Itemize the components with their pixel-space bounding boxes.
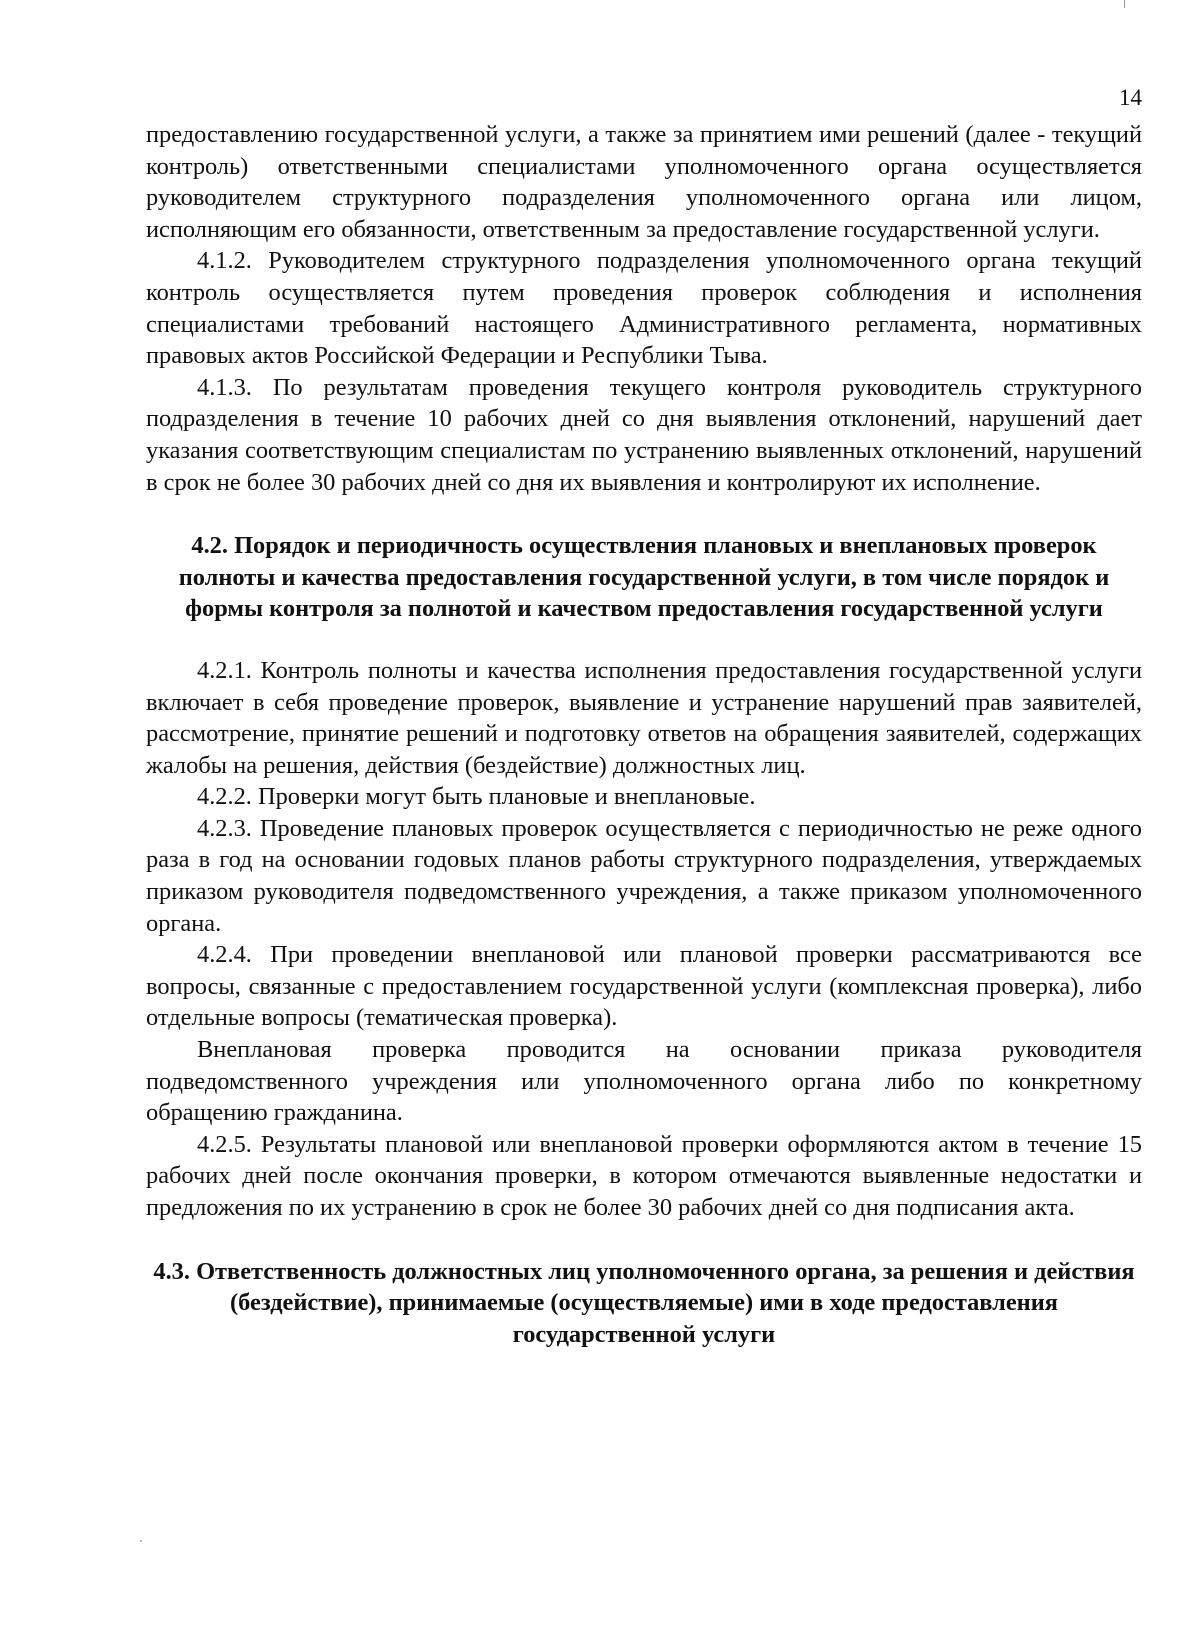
scan-speck <box>140 1540 142 1542</box>
page-number: 14 <box>1119 85 1142 110</box>
section-heading-4-2: 4.2. Порядок и периодичность осуществления плановых и внеплановых проверок полноты и качества предоставления государственной услуги, в том числе порядок и формы контроля за полнотой и качеством предоставления государственной услуги <box>178 532 1110 623</box>
paragraph-continuation: предоставлению государственной услуги, а также за принятием ими решений (далее - текущий контроль) ответственными специалистами уполномоченного органа осуществляется руководителем структурного подразделения уполномоченного органа или лицом, исполняющим его обязанности, ответственным за предоставление государственной услуги. <box>146 121 1142 243</box>
paragraph-unscheduled-check: Внеплановая проверка проводится на основании приказа руководителя подведомственного учреждения или уполномоченного органа либо по конкретному обращению гражданина. <box>146 1036 1142 1127</box>
section-heading-4-3: 4.3. Ответственность должностных лиц уполномоченного органа, за решения и действия (бездействие), принимаемые (осуществляемые) ими в ходе предоставления государственной услуги <box>153 1257 1135 1348</box>
paragraph-4-1-2: 4.1.2. Руководителем структурного подразделения уполномоченного органа текущий контроль осуществляется путем проведения проверок соблюдения и исполнения специалистами требований настоящего Административного регламента, нормативных правовых актов Российской Федерации и Республики Тыва. <box>146 247 1142 370</box>
document-body <box>146 119 1142 1350</box>
paragraph-4-2-1: 4.2.1. Контроль полноты и качества исполнения предоставления государственной услуги включает в себя проведение проверок, выявление и устранение нарушений прав заявителей, рассмотрение, принятие решений и подготовку ответов на обращения заявителей, содержащих жалобы на решения, действия (бездействие) должностных лиц. <box>146 656 1142 779</box>
paragraph-4-2-5: 4.2.5. Результаты плановой или внеплановой проверки оформляются актом в течение 15 рабочих дней после окончания проверки, в котором отмечаются выявленные недостатки и предложения по их устранению в срок не более 30 рабочих дней со дня подписания акта. <box>146 1130 1142 1221</box>
paragraph-4-2-4: 4.2.4. При проведении внеплановой или плановой проверки рассматриваются все вопросы, связанные с предоставлением государственной услуги (комплексная проверка), либо отдельные вопросы (тематическая проверка). <box>146 941 1142 1032</box>
document-page <box>146 0 1142 1640</box>
paragraph-4-2-3: 4.2.3. Проведение плановых проверок осуществляется с периодичностью не реже одного раза в год на основании годовых планов работы структурного подразделения, утверждаемых приказом руководителя подведомственного учреждения, а также приказом уполномоченного органа. <box>146 814 1142 937</box>
paragraph-4-1-3: 4.1.3. По результатам проведения текущего контроля руководитель структурного подразделения в течение 10 рабочих дней со дня выявления отклонений, нарушений дает указания соответствующим специалистам по устранению выявленных отклонений, нарушений в срок не более 30 рабочих дней со дня их выявления и контролируют их исполнение. <box>146 373 1142 496</box>
paragraph-4-2-2: 4.2.2. Проверки могут быть плановые и внеплановые. <box>197 783 756 811</box>
